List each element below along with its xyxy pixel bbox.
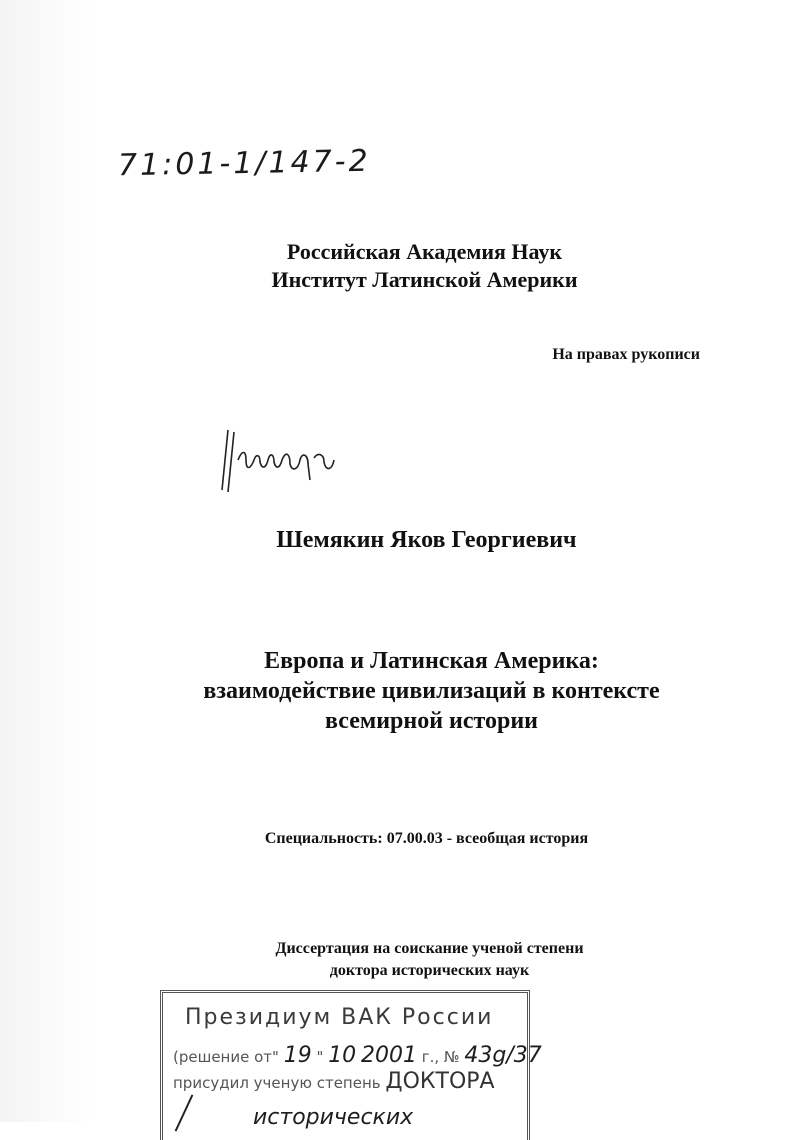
stamp-year: 2001 — [360, 1043, 417, 1068]
rights-note: На правах рукописи — [552, 346, 700, 363]
stamp-awarded-prefix: присудил ученую степень — [173, 1074, 381, 1092]
stamp-slash-mark — [175, 1094, 194, 1131]
handwritten-catalog-number: 71:01-1/147-2 — [117, 143, 371, 184]
title-line-3: всемирной истории — [325, 708, 538, 734]
stamp-day: 19 — [283, 1043, 312, 1068]
organization-line-2: Институт Латинской Америки — [271, 267, 578, 292]
stamp-month: 10 — [328, 1043, 357, 1068]
organization-line-1: Российская Академия Наук — [286, 239, 563, 264]
author-name: Шемякин Яков Георгиевич — [276, 527, 577, 553]
stamp-number: 43g/37 — [464, 1043, 542, 1068]
stamp-decision-line: (решение от" 19 " 10 2001 г., № 43g/37 — [173, 1043, 542, 1068]
dissertation-line-2: доктора исторических наук — [329, 962, 530, 979]
stamp-title: Президиум ВАК России — [185, 1005, 494, 1030]
stamp-awarded-line — [173, 1069, 495, 1094]
title-line-1: Европа и Латинская Америка: — [264, 648, 599, 674]
stamp-science: исторических — [253, 1105, 414, 1130]
specialty: Специальность: 07.00.03 - всеобщая история — [264, 830, 589, 847]
stamp-g-label: г., № — [421, 1048, 460, 1066]
dissertation-line-1: Диссертация на соискание ученой степени — [275, 940, 584, 957]
vak-stamp — [160, 990, 542, 1140]
stamp-degree: ДОКТОРА — [385, 1069, 495, 1094]
title-line-2: взаимодействие цивилизаций в контексте — [203, 678, 660, 704]
stamp-decision-prefix: (решение от" — [173, 1048, 279, 1066]
author-signature — [216, 420, 356, 500]
